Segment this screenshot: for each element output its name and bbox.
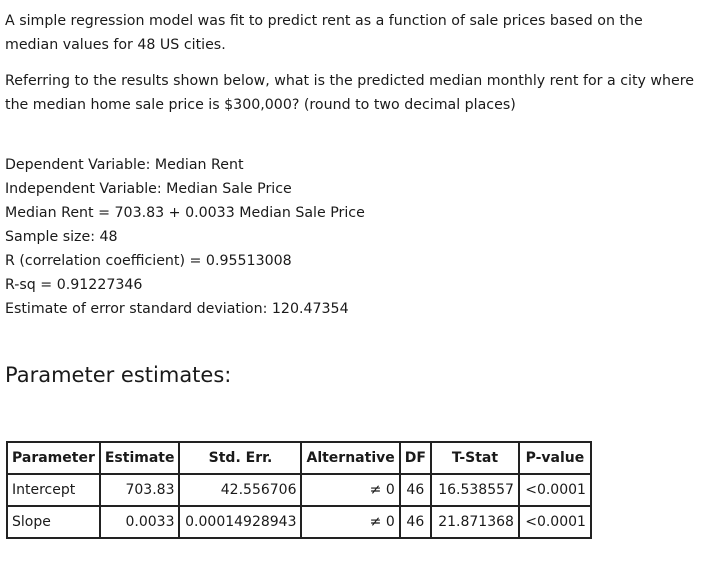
summary-sample-size: Sample size: 48 [5, 229, 118, 245]
table-header-row [7, 442, 591, 474]
summary-dependent-variable: Dependent Variable: Median Rent [5, 157, 244, 173]
header-t-stat: T-Stat [431, 442, 519, 474]
summary-error-sd: Estimate of error standard deviation: 120.47354 [5, 301, 349, 317]
cell-estimate: 703.83 [100, 474, 180, 506]
cell-p-value: <0.0001 [519, 506, 591, 538]
header-alternative: Alternative [301, 442, 399, 474]
cell-df: 46 [400, 474, 431, 506]
cell-alternative: ≠ 0 [301, 506, 399, 538]
cell-t-stat: 21.871368 [431, 506, 519, 538]
parameter-estimates-heading: Parameter estimates: [5, 363, 232, 387]
cell-p-value: <0.0001 [519, 474, 591, 506]
header-estimate: Estimate [100, 442, 180, 474]
header-std-err: Std. Err. [179, 442, 301, 474]
question-paragraph-2: Referring to the results shown below, what is the predicted median monthly rent for a city where the median home sale price is $300,000? (round to two decimal places) [5, 73, 694, 113]
summary-independent-variable: Independent Variable: Median Sale Price [5, 181, 292, 197]
regression-summary [5, 153, 365, 321]
header-p-value: P-value [519, 442, 591, 474]
cell-alternative: ≠ 0 [301, 474, 399, 506]
summary-equation: Median Rent = 703.83 + 0.0033 Median Sale Price [5, 205, 365, 221]
summary-correlation: R (correlation coefficient) = 0.95513008 [5, 253, 292, 269]
header-parameter: Parameter [7, 442, 100, 474]
cell-t-stat: 16.538557 [431, 474, 519, 506]
cell-std-err: 42.556706 [179, 474, 301, 506]
question-paragraph-1: A simple regression model was fit to predict rent as a function of sale prices based on the median values for 48 US cities. [5, 13, 643, 53]
cell-estimate: 0.0033 [100, 506, 180, 538]
summary-r-squared: R-sq = 0.91227346 [5, 277, 143, 293]
cell-parameter: Slope [7, 506, 100, 538]
table-row [7, 506, 591, 538]
table-row [7, 474, 591, 506]
cell-parameter: Intercept [7, 474, 100, 506]
cell-df: 46 [400, 506, 431, 538]
cell-std-err: 0.00014928943 [179, 506, 301, 538]
header-df: DF [400, 442, 431, 474]
parameter-estimates-table [6, 441, 592, 539]
